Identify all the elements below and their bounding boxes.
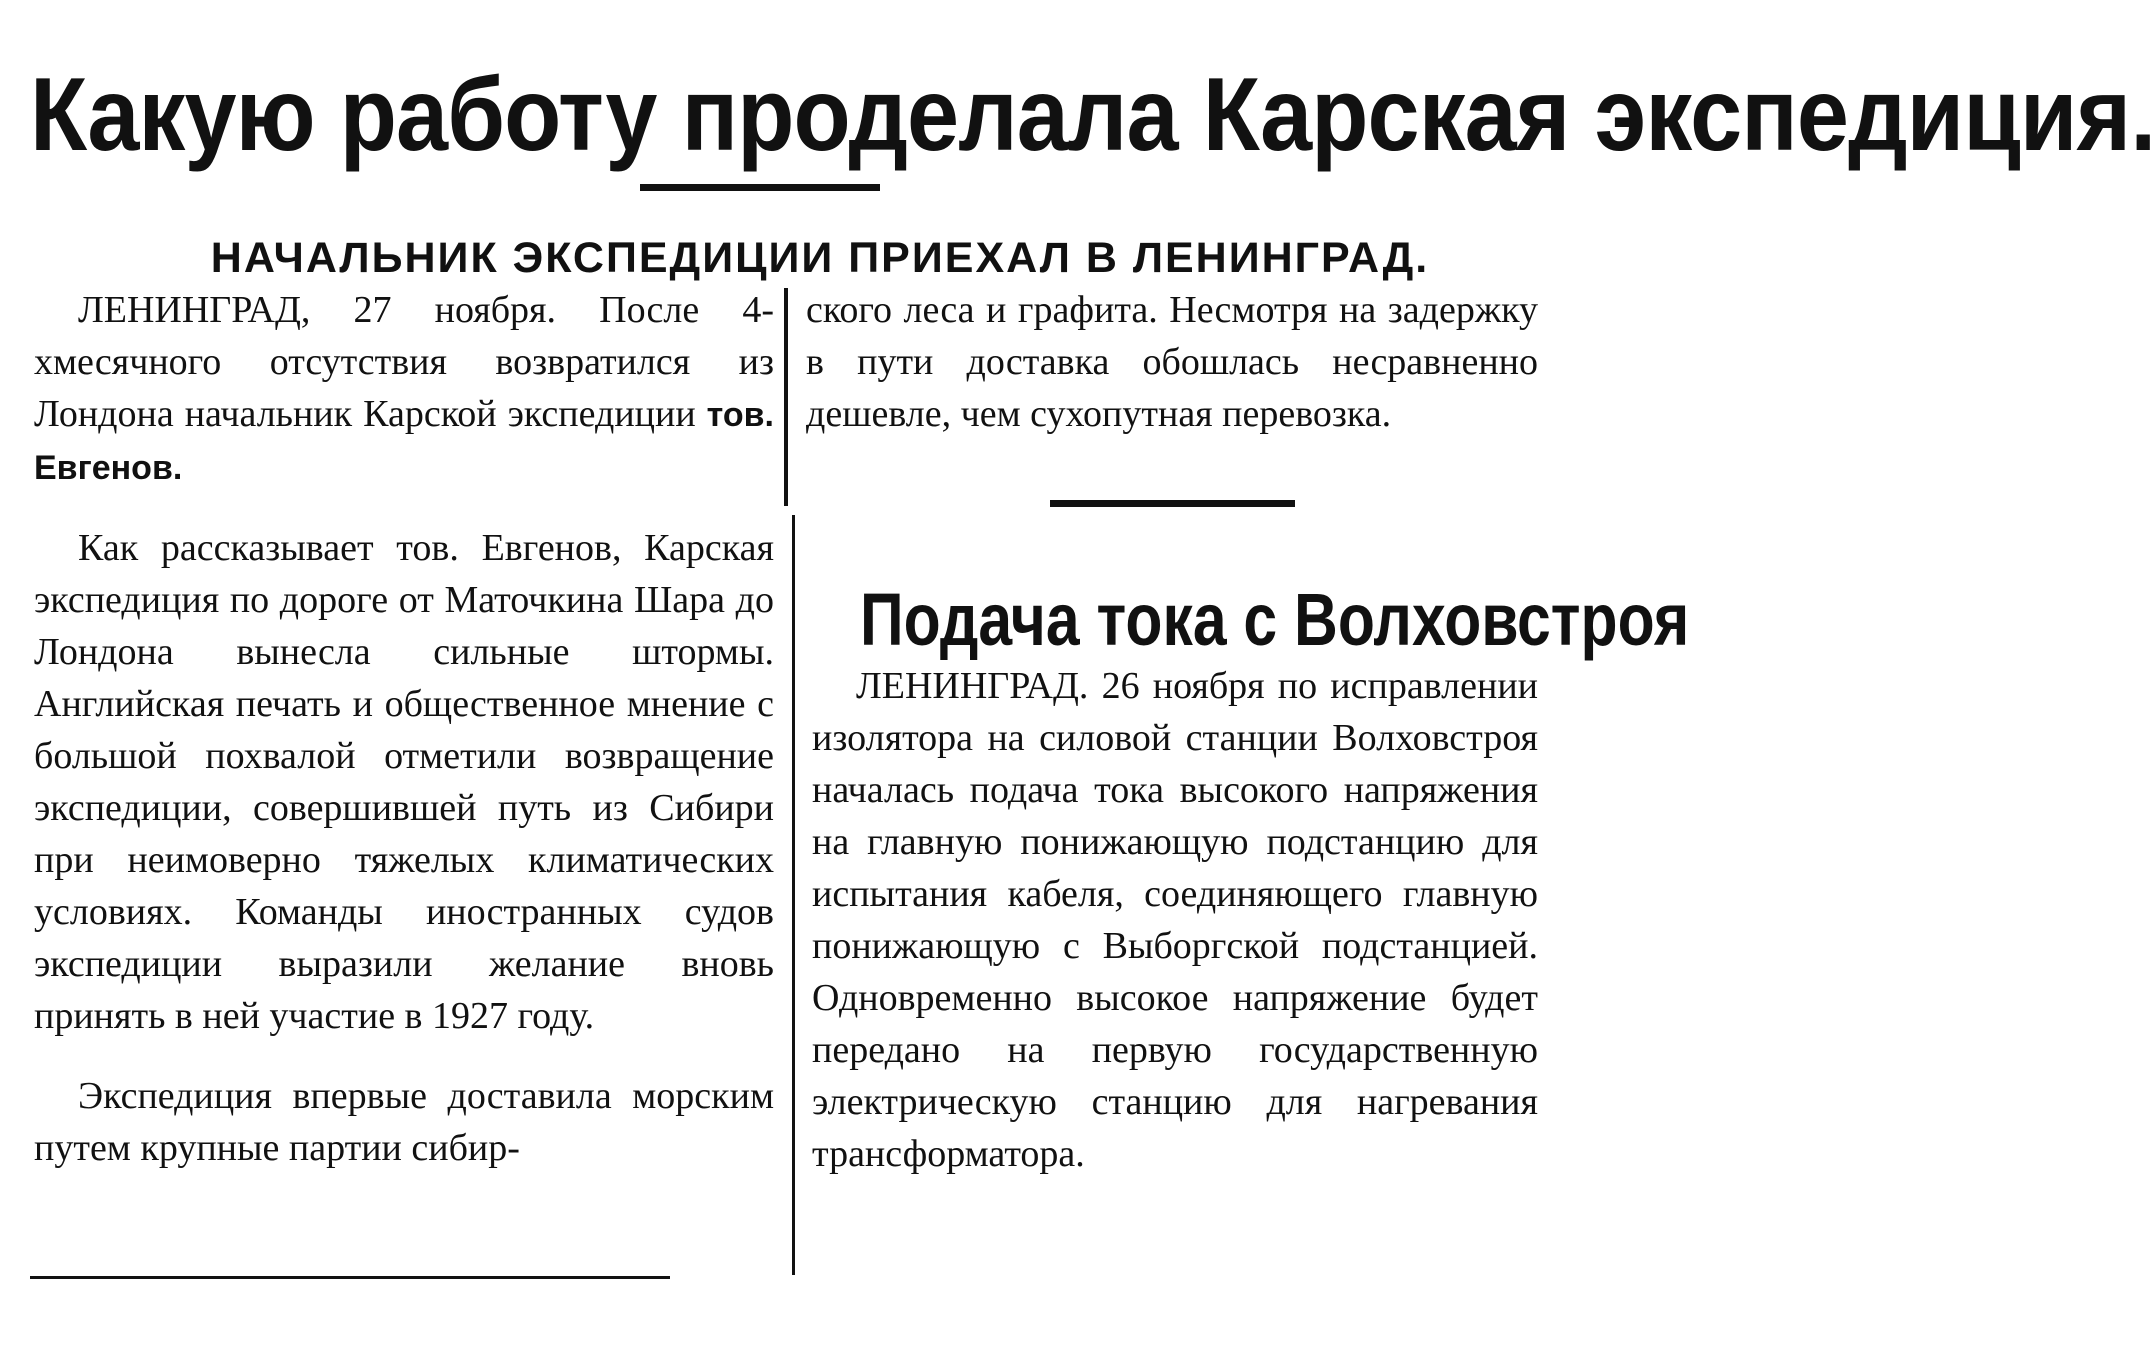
main-headline: Какую работу проделала Карская экспедиция. (30, 57, 2155, 173)
second-headline: Подача тока с Волховстроя (860, 578, 1690, 661)
continuation-paragraph: ского леса и графита. Несмотря на задержку в пути доставка обошлась несравненно дешевле, чем сухопутная перевозка. (806, 289, 1538, 435)
body-paragraph-2: Экспедиция впервые доставила морским путем крупные партии сибир- (34, 1075, 774, 1169)
column-divider-bottom (792, 515, 795, 1275)
left-column (34, 284, 774, 1174)
section-rule (1050, 500, 1295, 507)
right-column-continuation (806, 284, 1538, 440)
article-subheading: НАЧАЛЬНИК ЭКСПЕДИЦИИ ПРИЕХАЛ В ЛЕНИНГРАД. (210, 234, 1430, 282)
column-divider-top (784, 288, 788, 506)
lead-text: ЛЕНИНГРАД, 27 ноября. После 4-хмесячного отсутствия возвратился из Лондона начальник Карской экспедиции (34, 289, 774, 435)
headline-rule (640, 184, 880, 191)
lead-paragraph (34, 284, 774, 494)
bottom-rule (30, 1276, 670, 1279)
second-article-body (812, 660, 1538, 1180)
byline: тов. Евгенов. (34, 396, 774, 487)
body-paragraph-1: Как рассказывает тов. Евгенов, Карская экспедиция по дороге от Маточкина Шара до Лондона вынесла сильные штормы. Английская печать и общественное мнение с большой похвалой отметили возвращение экспедиции, совершившей путь из Сибири при неимоверно тяжелых климатических условиях. Команды иностранных судов экспедиции выразили желание вновь принять в ней участие в 1927 году. (34, 527, 774, 1037)
second-article-paragraph: ЛЕНИНГРАД. 26 ноября по исправлении изолятора на силовой станции Волховстроя началась подача тока высокого напряжения на главную понижающую подстанцию для испытания кабеля, соединяющего главную понижающую с Выборгской подстанцией. Одновременно высокое напряжение будет передано на первую государственную электрическую станцию для нагревания трансформатора. (812, 665, 1538, 1175)
